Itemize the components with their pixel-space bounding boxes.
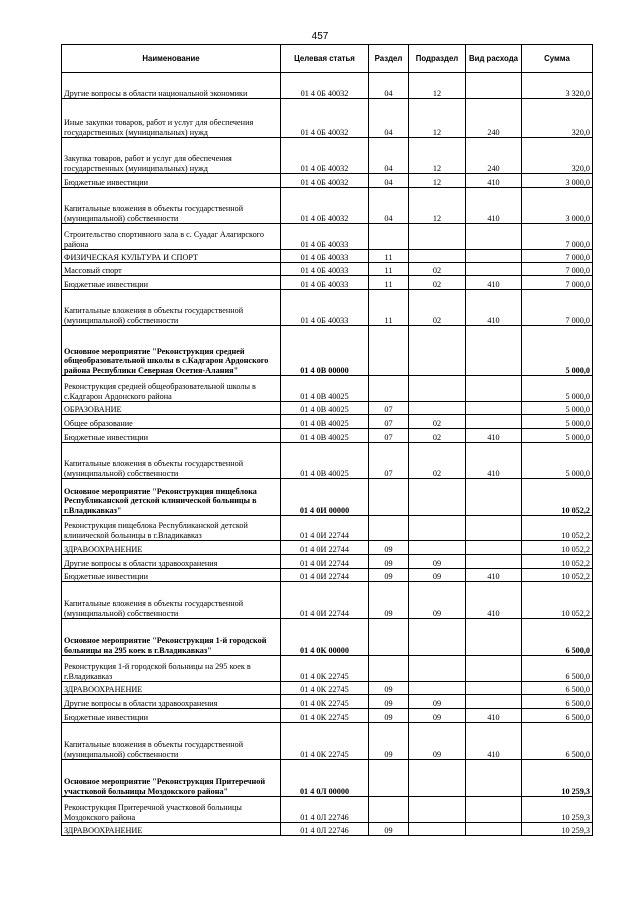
- cell-name: Реконструкция средней общеобразовательной школы в с.Кадгарон Ардонского района: [62, 376, 281, 402]
- cell-section: 09: [369, 582, 409, 619]
- header-expense: Вид расхода: [466, 45, 522, 73]
- cell-name: Капитальные вложения в объекты государственной (муниципальной) собственности: [62, 582, 281, 619]
- cell-subsection: [409, 656, 466, 682]
- cell-subsection: [409, 250, 466, 263]
- cell-target: 01 4 0Б 40033: [281, 224, 369, 250]
- cell-name: Строительство спортивного зала в с. Суадаг Алагирского района: [62, 224, 281, 250]
- table-row: [62, 443, 593, 479]
- cell-name: Массовый спорт: [62, 263, 281, 276]
- budget-table: [61, 44, 593, 836]
- cell-sum: 6 500,0: [522, 709, 593, 723]
- cell-section: 09: [369, 682, 409, 695]
- cell-name: ФИЗИЧЕСКАЯ КУЛЬТУРА И СПОРТ: [62, 250, 281, 263]
- cell-section: [369, 516, 409, 541]
- cell-subsection: 12: [409, 188, 466, 224]
- cell-target: 01 4 0К 00000: [281, 619, 369, 656]
- cell-name: Основное мероприятие "Реконструкция Притеречной участковой больницы Моздокского района": [62, 760, 281, 797]
- cell-sum: 10 259,3: [522, 823, 593, 836]
- cell-expense: [466, 760, 522, 797]
- cell-subsection: [409, 516, 466, 541]
- cell-subsection: [409, 760, 466, 797]
- cell-name: Другие вопросы в области национальной экономики: [62, 73, 281, 99]
- cell-subsection: 12: [409, 99, 466, 138]
- cell-subsection: 02: [409, 276, 466, 290]
- cell-subsection: 09: [409, 569, 466, 582]
- cell-target: 01 4 0И 22744: [281, 569, 369, 582]
- table-row: [62, 682, 593, 695]
- cell-target: 01 4 0И 22744: [281, 582, 369, 619]
- cell-target: 01 4 0И 22744: [281, 516, 369, 541]
- cell-subsection: 02: [409, 263, 466, 276]
- cell-name: Реконструкция Притеречной участковой больницы Моздокского района: [62, 797, 281, 823]
- cell-sum: 10 259,3: [522, 760, 593, 797]
- cell-target: 01 4 0Б 40033: [281, 250, 369, 263]
- cell-target: 01 4 0И 22744: [281, 555, 369, 569]
- cell-subsection: 09: [409, 723, 466, 760]
- cell-subsection: 12: [409, 174, 466, 188]
- cell-expense: [466, 479, 522, 516]
- cell-name: Другие вопросы в области здравоохранения: [62, 555, 281, 569]
- cell-section: 11: [369, 250, 409, 263]
- cell-name: Капитальные вложения в объекты государственной (муниципальной) собственности: [62, 290, 281, 326]
- cell-subsection: [409, 224, 466, 250]
- table-row: [62, 541, 593, 555]
- cell-sum: 3 000,0: [522, 188, 593, 224]
- cell-expense: [466, 823, 522, 836]
- cell-expense: [466, 376, 522, 402]
- cell-target: 01 4 0К 22745: [281, 723, 369, 760]
- cell-subsection: [409, 823, 466, 836]
- cell-name: Бюджетные инвестиции: [62, 276, 281, 290]
- table-row: [62, 174, 593, 188]
- page-number: 457: [311, 31, 329, 42]
- cell-target: 01 4 0В 40025: [281, 376, 369, 402]
- table-row: [62, 376, 593, 402]
- cell-target: 01 4 0Б 40032: [281, 174, 369, 188]
- cell-sum: 7 000,0: [522, 290, 593, 326]
- cell-expense: 410: [466, 723, 522, 760]
- cell-expense: [466, 326, 522, 376]
- cell-expense: 410: [466, 276, 522, 290]
- table-row: [62, 479, 593, 516]
- cell-target: 01 4 0К 22745: [281, 695, 369, 709]
- table-row: [62, 402, 593, 415]
- cell-sum: 6 500,0: [522, 695, 593, 709]
- cell-target: 01 4 0В 40025: [281, 429, 369, 443]
- table-row: [62, 709, 593, 723]
- cell-sum: 6 500,0: [522, 682, 593, 695]
- cell-section: 09: [369, 823, 409, 836]
- cell-name: Закупка товаров, работ и услуг для обеспечения государственных (муниципальных) нужд: [62, 138, 281, 174]
- cell-section: [369, 797, 409, 823]
- cell-target: 01 4 0К 22745: [281, 656, 369, 682]
- cell-expense: [466, 541, 522, 555]
- table-row: [62, 760, 593, 797]
- cell-target: 01 4 0Л 00000: [281, 760, 369, 797]
- cell-expense: 410: [466, 429, 522, 443]
- cell-name: Капитальные вложения в объекты государственной (муниципальной) собственности: [62, 188, 281, 224]
- cell-subsection: 02: [409, 415, 466, 429]
- cell-target: 01 4 0Б 40033: [281, 276, 369, 290]
- cell-expense: 240: [466, 99, 522, 138]
- cell-section: [369, 656, 409, 682]
- table-row: [62, 723, 593, 760]
- cell-sum: 320,0: [522, 99, 593, 138]
- cell-sum: 7 000,0: [522, 224, 593, 250]
- cell-name: Основное мероприятие "Реконструкция пищеблока Республиканской детской клинической больницы в г.Владикавказ": [62, 479, 281, 516]
- cell-target: 01 4 0Л 22746: [281, 823, 369, 836]
- cell-section: 09: [369, 709, 409, 723]
- cell-subsection: [409, 541, 466, 555]
- cell-sum: 7 000,0: [522, 276, 593, 290]
- table-row: [62, 250, 593, 263]
- table-row: [62, 582, 593, 619]
- cell-section: 11: [369, 263, 409, 276]
- table-row: [62, 656, 593, 682]
- cell-section: [369, 479, 409, 516]
- cell-subsection: 09: [409, 582, 466, 619]
- header-target: Целевая статья: [281, 45, 369, 73]
- cell-section: 09: [369, 569, 409, 582]
- cell-subsection: [409, 797, 466, 823]
- cell-section: 07: [369, 429, 409, 443]
- cell-section: [369, 224, 409, 250]
- cell-expense: [466, 415, 522, 429]
- cell-target: 01 4 0Б 40033: [281, 290, 369, 326]
- table-row: [62, 290, 593, 326]
- cell-target: 01 4 0Б 40032: [281, 188, 369, 224]
- header-section: Раздел: [369, 45, 409, 73]
- cell-target: 01 4 0В 40025: [281, 443, 369, 479]
- cell-target: 01 4 0Б 40032: [281, 99, 369, 138]
- cell-sum: 5 000,0: [522, 376, 593, 402]
- cell-section: 11: [369, 276, 409, 290]
- cell-section: 04: [369, 188, 409, 224]
- table-row: [62, 224, 593, 250]
- cell-expense: [466, 695, 522, 709]
- cell-expense: [466, 224, 522, 250]
- cell-name: Другие вопросы в области здравоохранения: [62, 695, 281, 709]
- cell-sum: 6 500,0: [522, 656, 593, 682]
- cell-section: 07: [369, 402, 409, 415]
- cell-expense: [466, 402, 522, 415]
- cell-expense: 410: [466, 709, 522, 723]
- cell-subsection: [409, 376, 466, 402]
- table-row: [62, 326, 593, 376]
- table-row: [62, 73, 593, 99]
- cell-target: 01 4 0И 22744: [281, 541, 369, 555]
- cell-section: [369, 376, 409, 402]
- cell-section: 04: [369, 138, 409, 174]
- header-sum: Сумма: [522, 45, 593, 73]
- table-row: [62, 138, 593, 174]
- cell-expense: [466, 516, 522, 541]
- cell-expense: 410: [466, 582, 522, 619]
- cell-subsection: 02: [409, 429, 466, 443]
- cell-subsection: [409, 479, 466, 516]
- cell-name: Общее образование: [62, 415, 281, 429]
- cell-target: 01 4 0Б 40033: [281, 263, 369, 276]
- cell-name: ЗДРАВООХРАНЕНИЕ: [62, 682, 281, 695]
- table-row: [62, 516, 593, 541]
- cell-name: Капитальные вложения в объекты государственной (муниципальной) собственности: [62, 443, 281, 479]
- cell-sum: 7 000,0: [522, 250, 593, 263]
- cell-sum: 10 052,2: [522, 541, 593, 555]
- table-row: [62, 263, 593, 276]
- cell-target: 01 4 0Б 40032: [281, 138, 369, 174]
- cell-section: 07: [369, 415, 409, 429]
- cell-sum: 10 052,2: [522, 582, 593, 619]
- cell-subsection: [409, 402, 466, 415]
- cell-section: 09: [369, 555, 409, 569]
- cell-section: [369, 760, 409, 797]
- cell-name: ЗДРАВООХРАНЕНИЕ: [62, 541, 281, 555]
- cell-sum: 10 052,2: [522, 479, 593, 516]
- cell-section: 07: [369, 443, 409, 479]
- table-row: [62, 695, 593, 709]
- table-row: [62, 429, 593, 443]
- table-row: [62, 188, 593, 224]
- cell-expense: [466, 797, 522, 823]
- cell-name: Реконструкция 1-й городской больницы на 295 коек в г.Владикавказ: [62, 656, 281, 682]
- cell-section: [369, 326, 409, 376]
- cell-target: 01 4 0Б 40032: [281, 73, 369, 99]
- cell-name: Бюджетные инвестиции: [62, 174, 281, 188]
- cell-subsection: 09: [409, 709, 466, 723]
- cell-name: Бюджетные инвестиции: [62, 709, 281, 723]
- cell-subsection: [409, 326, 466, 376]
- cell-sum: 10 259,3: [522, 797, 593, 823]
- cell-sum: 5 000,0: [522, 402, 593, 415]
- cell-sum: 5 000,0: [522, 415, 593, 429]
- cell-sum: 10 052,2: [522, 569, 593, 582]
- cell-sum: 10 052,2: [522, 516, 593, 541]
- cell-subsection: 12: [409, 138, 466, 174]
- cell-subsection: 12: [409, 73, 466, 99]
- cell-target: 01 4 0В 00000: [281, 326, 369, 376]
- cell-expense: [466, 682, 522, 695]
- cell-subsection: 09: [409, 555, 466, 569]
- cell-sum: 6 500,0: [522, 723, 593, 760]
- cell-target: 01 4 0К 22745: [281, 709, 369, 723]
- table-row: [62, 99, 593, 138]
- cell-section: 09: [369, 723, 409, 760]
- cell-sum: 6 500,0: [522, 619, 593, 656]
- cell-section: 09: [369, 541, 409, 555]
- cell-section: 09: [369, 695, 409, 709]
- cell-sum: 3 000,0: [522, 174, 593, 188]
- cell-subsection: [409, 619, 466, 656]
- cell-expense: [466, 73, 522, 99]
- cell-target: 01 4 0В 40025: [281, 402, 369, 415]
- cell-section: 04: [369, 99, 409, 138]
- cell-name: Бюджетные инвестиции: [62, 569, 281, 582]
- cell-name: Реконструкция пищеблока Республиканской детской клинической больницы в г.Владикавказ: [62, 516, 281, 541]
- cell-target: 01 4 0И 00000: [281, 479, 369, 516]
- cell-expense: 410: [466, 188, 522, 224]
- cell-name: Иные закупки товаров, работ и услуг для обеспечения государственных (муниципальных) нужд: [62, 99, 281, 138]
- cell-expense: 410: [466, 443, 522, 479]
- table-row: [62, 555, 593, 569]
- cell-subsection: 02: [409, 290, 466, 326]
- cell-name: Капитальные вложения в объекты государственной (муниципальной) собственности: [62, 723, 281, 760]
- cell-subsection: 09: [409, 695, 466, 709]
- table-row: [62, 415, 593, 429]
- cell-section: [369, 619, 409, 656]
- cell-expense: 410: [466, 290, 522, 326]
- header-name: Наименование: [62, 45, 281, 73]
- cell-target: 01 4 0Л 22746: [281, 797, 369, 823]
- table-header-row: [62, 45, 593, 73]
- cell-sum: 320,0: [522, 138, 593, 174]
- cell-expense: 240: [466, 138, 522, 174]
- table-row: [62, 619, 593, 656]
- cell-target: 01 4 0К 22745: [281, 682, 369, 695]
- cell-section: 04: [369, 73, 409, 99]
- cell-section: 11: [369, 290, 409, 326]
- cell-expense: [466, 656, 522, 682]
- cell-sum: 5 000,0: [522, 326, 593, 376]
- cell-expense: [466, 555, 522, 569]
- cell-expense: [466, 250, 522, 263]
- table-row: [62, 797, 593, 823]
- table-body: [62, 73, 593, 836]
- cell-name: ЗДРАВООХРАНЕНИЕ: [62, 823, 281, 836]
- cell-name: Бюджетные инвестиции: [62, 429, 281, 443]
- cell-subsection: 02: [409, 443, 466, 479]
- cell-name: Основное мероприятие "Реконструкция 1-й городской больницы на 295 коек в г.Владикавказ": [62, 619, 281, 656]
- cell-subsection: [409, 682, 466, 695]
- header-subsection: Подраздел: [409, 45, 466, 73]
- cell-name: ОБРАЗОВАНИЕ: [62, 402, 281, 415]
- table-row: [62, 569, 593, 582]
- cell-section: 04: [369, 174, 409, 188]
- cell-sum: 5 000,0: [522, 429, 593, 443]
- cell-expense: [466, 619, 522, 656]
- table-row: [62, 823, 593, 836]
- cell-sum: 7 000,0: [522, 263, 593, 276]
- cell-name: Основное мероприятие "Реконструкция средней общеобразовательной школы в с.Кадгарон Ардонского района Республики Северная Осетия-Алания": [62, 326, 281, 376]
- table-row: [62, 276, 593, 290]
- cell-expense: 410: [466, 569, 522, 582]
- cell-sum: 10 052,2: [522, 555, 593, 569]
- cell-sum: 3 320,0: [522, 73, 593, 99]
- cell-sum: 5 000,0: [522, 443, 593, 479]
- cell-target: 01 4 0В 40025: [281, 415, 369, 429]
- cell-expense: [466, 263, 522, 276]
- cell-expense: 410: [466, 174, 522, 188]
